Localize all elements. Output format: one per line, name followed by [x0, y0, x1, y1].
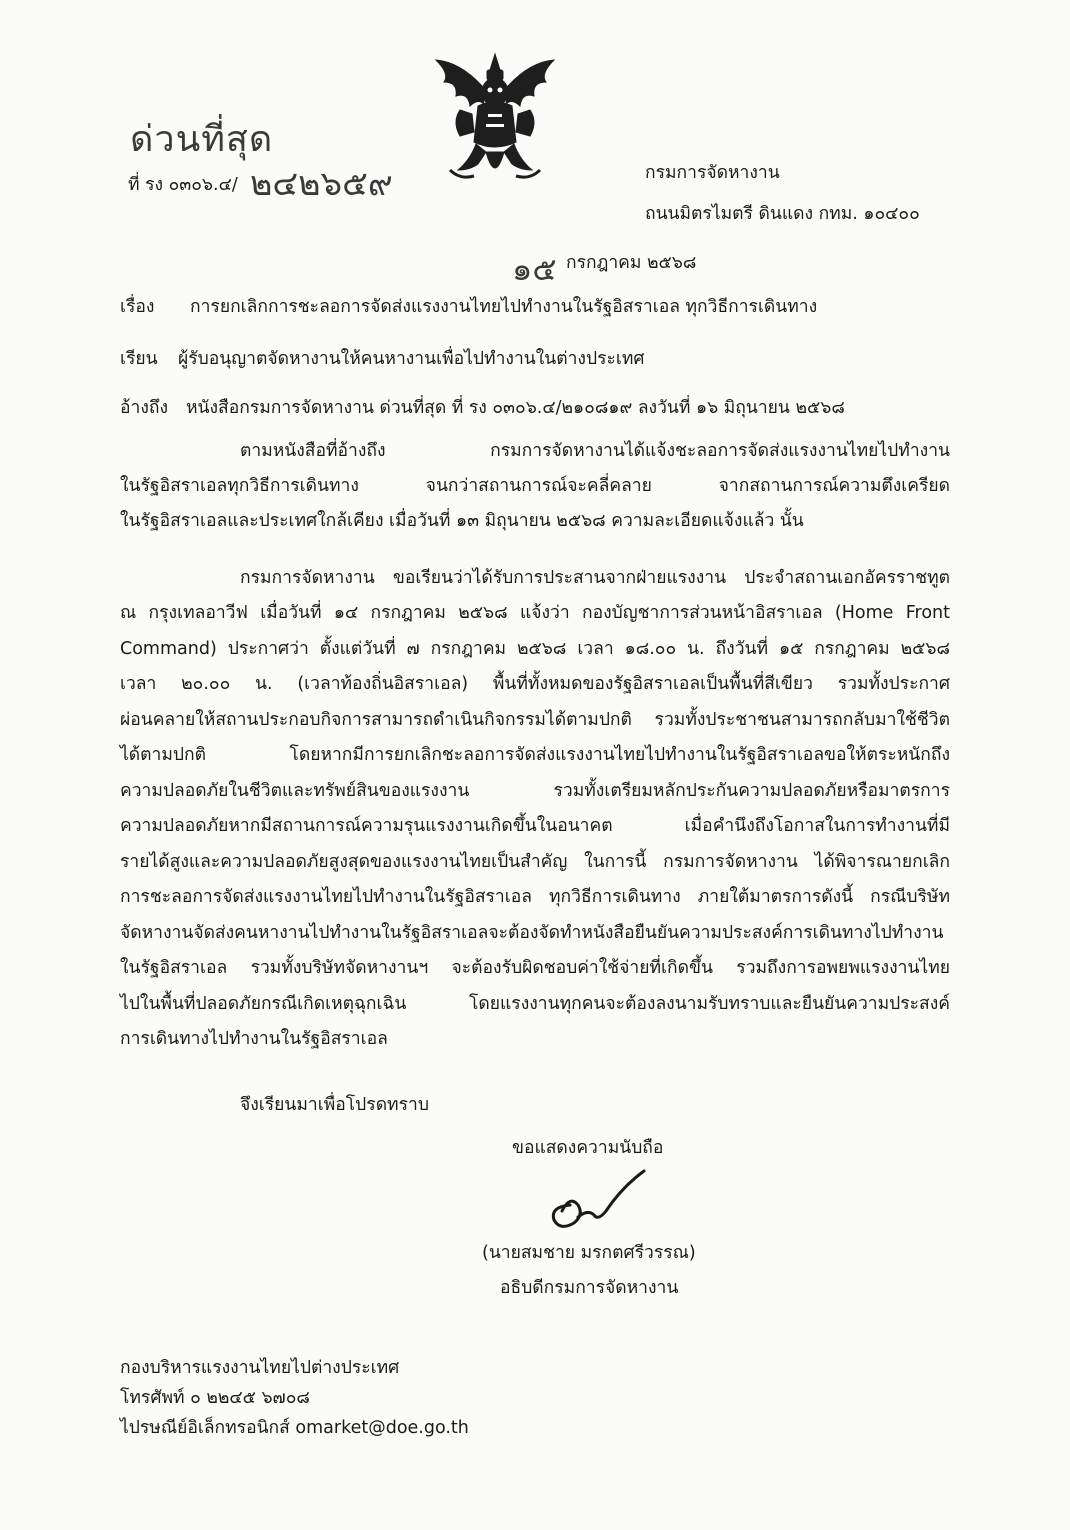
reference-text: หนังสือกรมการจัดหางาน ด่วนที่สุด ที่ รง ๐๓๐๖.๔/๒๑๐๘๑๙ ลงวันที่ ๑๖ มิถุนายน ๒๕๖๘ — [186, 398, 845, 418]
footer-division: กองบริหารแรงงานไทยไปต่างประเทศ — [120, 1358, 400, 1378]
paragraph-line: เวลา ๒๐.๐๐ น. (เวลาท้องถิ่นอิสราเอล) พื้นที่ทั้งหมดของรัฐอิสราเอลเป็นพื้นที่สีเขียว รวมทั้งประกาศ — [120, 674, 950, 694]
recipient-label: เรียน — [120, 349, 158, 369]
date-month-year: กรกฎาคม ๒๕๖๘ — [566, 253, 697, 273]
subject-label: เรื่อง — [120, 297, 155, 317]
date-day-handwritten: ๑๕ — [512, 250, 557, 288]
signer-title: อธิบดีกรมการจัดหางาน — [500, 1278, 679, 1298]
paragraph-line: ความปลอดภัยหากมีสถานการณ์ความรุนแรงงานเกิดขึ้นในอนาคต เมื่อคำนึงถึงโอกาสในการทำงานที่มี — [120, 816, 950, 836]
reference-label: อ้างถึง — [120, 398, 169, 418]
paragraph-line: จัดหางานจัดส่งคนหางานไปทำงานในรัฐอิสราเอลจะต้องจัดทำหนังสือยืนยันความประสงค์การเดินทางไปทำงาน — [120, 923, 944, 943]
paragraph-line: ผ่อนคลายให้สถานประกอบกิจการสามารถดำเนินกิจกรรมได้ตามปกติ รวมทั้งประชาชนสามารถกลับมาใช้ชีวิต — [120, 710, 950, 730]
recipient-text: ผู้รับอนุญาตจัดหางานให้คนหางานเพื่อไปทำงานในต่างประเทศ — [178, 349, 645, 369]
paragraph-line: ณ กรุงเทลอาวีฟ เมื่อวันที่ ๑๔ กรกฎาคม ๒๕๖๘ แจ้งว่า กองบัญชาการส่วนหน้าอิสราเอล (Home Front — [120, 603, 950, 623]
paragraph-line: ไปในพื้นที่ปลอดภัยกรณีเกิดเหตุฉุกเฉิน โดยแรงงานทุกคนจะต้องลงนามรับทราบและยืนยันความประสงค์ — [120, 994, 950, 1014]
paragraph-line: ในรัฐอิสราเอลและประเทศใกล้เคียง เมื่อวันที่ ๑๓ มิถุนายน ๒๕๖๘ ความละเอียดแจ้งแล้ว นั้น — [120, 511, 804, 531]
closing-sentence: จึงเรียนมาเพื่อโปรดทราบ — [240, 1095, 429, 1115]
paragraph-line: การเดินทางไปทำงานในรัฐอิสราเอล — [120, 1029, 388, 1049]
subject-text: การยกเลิกการชะลอการจัดส่งแรงงานไทยไปทำงานในรัฐอิสราเอล ทุกวิธีการเดินทาง — [190, 297, 818, 317]
garuda-emblem-icon — [430, 52, 560, 190]
footer-email: ไปรษณีย์อิเล็กทรอนิกส์ omarket@doe.go.th — [120, 1418, 469, 1438]
urgency-stamp: ด่วนที่สุด — [130, 119, 274, 160]
paragraph-line: ความปลอดภัยในชีวิตและทรัพย์สินของแรงงาน รวมทั้งเตรียมหลักประกันความปลอดภัยหรือมาตรการ — [120, 781, 950, 801]
paragraph-line: รายได้สูงและความปลอดภัยสูงสุดของแรงงานไทยเป็นสำคัญ ในการนี้ กรมการจัดหางาน ได้พิจารณายกเลิก — [120, 852, 950, 872]
document-number-label: ที่ รง ๐๓๐๖.๔/ — [128, 175, 238, 195]
signer-name: (นายสมชาย มรกตศรีวรรณ) — [482, 1243, 696, 1263]
document-number-handwritten: ๒๔๒๖๕๙ — [250, 164, 393, 204]
organization-address: ถนนมิตรไมตรี ดินแดง กทม. ๑๐๔๐๐ — [645, 204, 920, 224]
handwritten-signature-icon — [540, 1165, 660, 1235]
paragraph-line: Command) ประกาศว่า ตั้งแต่วันที่ ๗ กรกฎาคม ๒๕๖๘ เวลา ๑๘.๐๐ น. ถึงวันที่ ๑๕ กรกฎาคม ๒๕๖๘ — [120, 639, 950, 659]
paragraph-line: ในรัฐอิสราเอล รวมทั้งบริษัทจัดหางานฯ จะต้องรับผิดชอบค่าใช้จ่ายที่เกิดขึ้น รวมถึงการอพยพแรงงานไทย — [120, 958, 950, 978]
paragraph-line: การชะลอการจัดส่งแรงงานไทยไปทำงานในรัฐอิสราเอล ทุกวิธีการเดินทาง ภายใต้มาตรการดังนี้ กรณีบริษัท — [120, 887, 950, 907]
paragraph-line: กรมการจัดหางาน ขอเรียนว่าได้รับการประสานจากฝ่ายแรงงาน ประจำสถานเอกอัครราชทูต — [240, 568, 950, 588]
organization-name: กรมการจัดหางาน — [645, 163, 780, 183]
paragraph-line: ตามหนังสือที่อ้างถึง กรมการจัดหางานได้แจ้งชะลอการจัดส่งแรงงานไทยไปทำงาน — [240, 441, 950, 461]
regards-text: ขอแสดงความนับถือ — [512, 1138, 664, 1158]
paragraph-line: ในรัฐอิสราเอลทุกวิธีการเดินทาง จนกว่าสถานการณ์จะคลี่คลาย จากสถานการณ์ความตึงเครียด — [120, 476, 950, 496]
paragraph-line: ได้ตามปกติ โดยหากมีการยกเลิกชะลอการจัดส่งแรงงานไทยไปทำงานในรัฐอิสราเอลขอให้ตระหนักถึง — [120, 745, 950, 765]
footer-phone: โทรศัพท์ ๐ ๒๒๔๕ ๖๗๐๘ — [120, 1388, 310, 1408]
